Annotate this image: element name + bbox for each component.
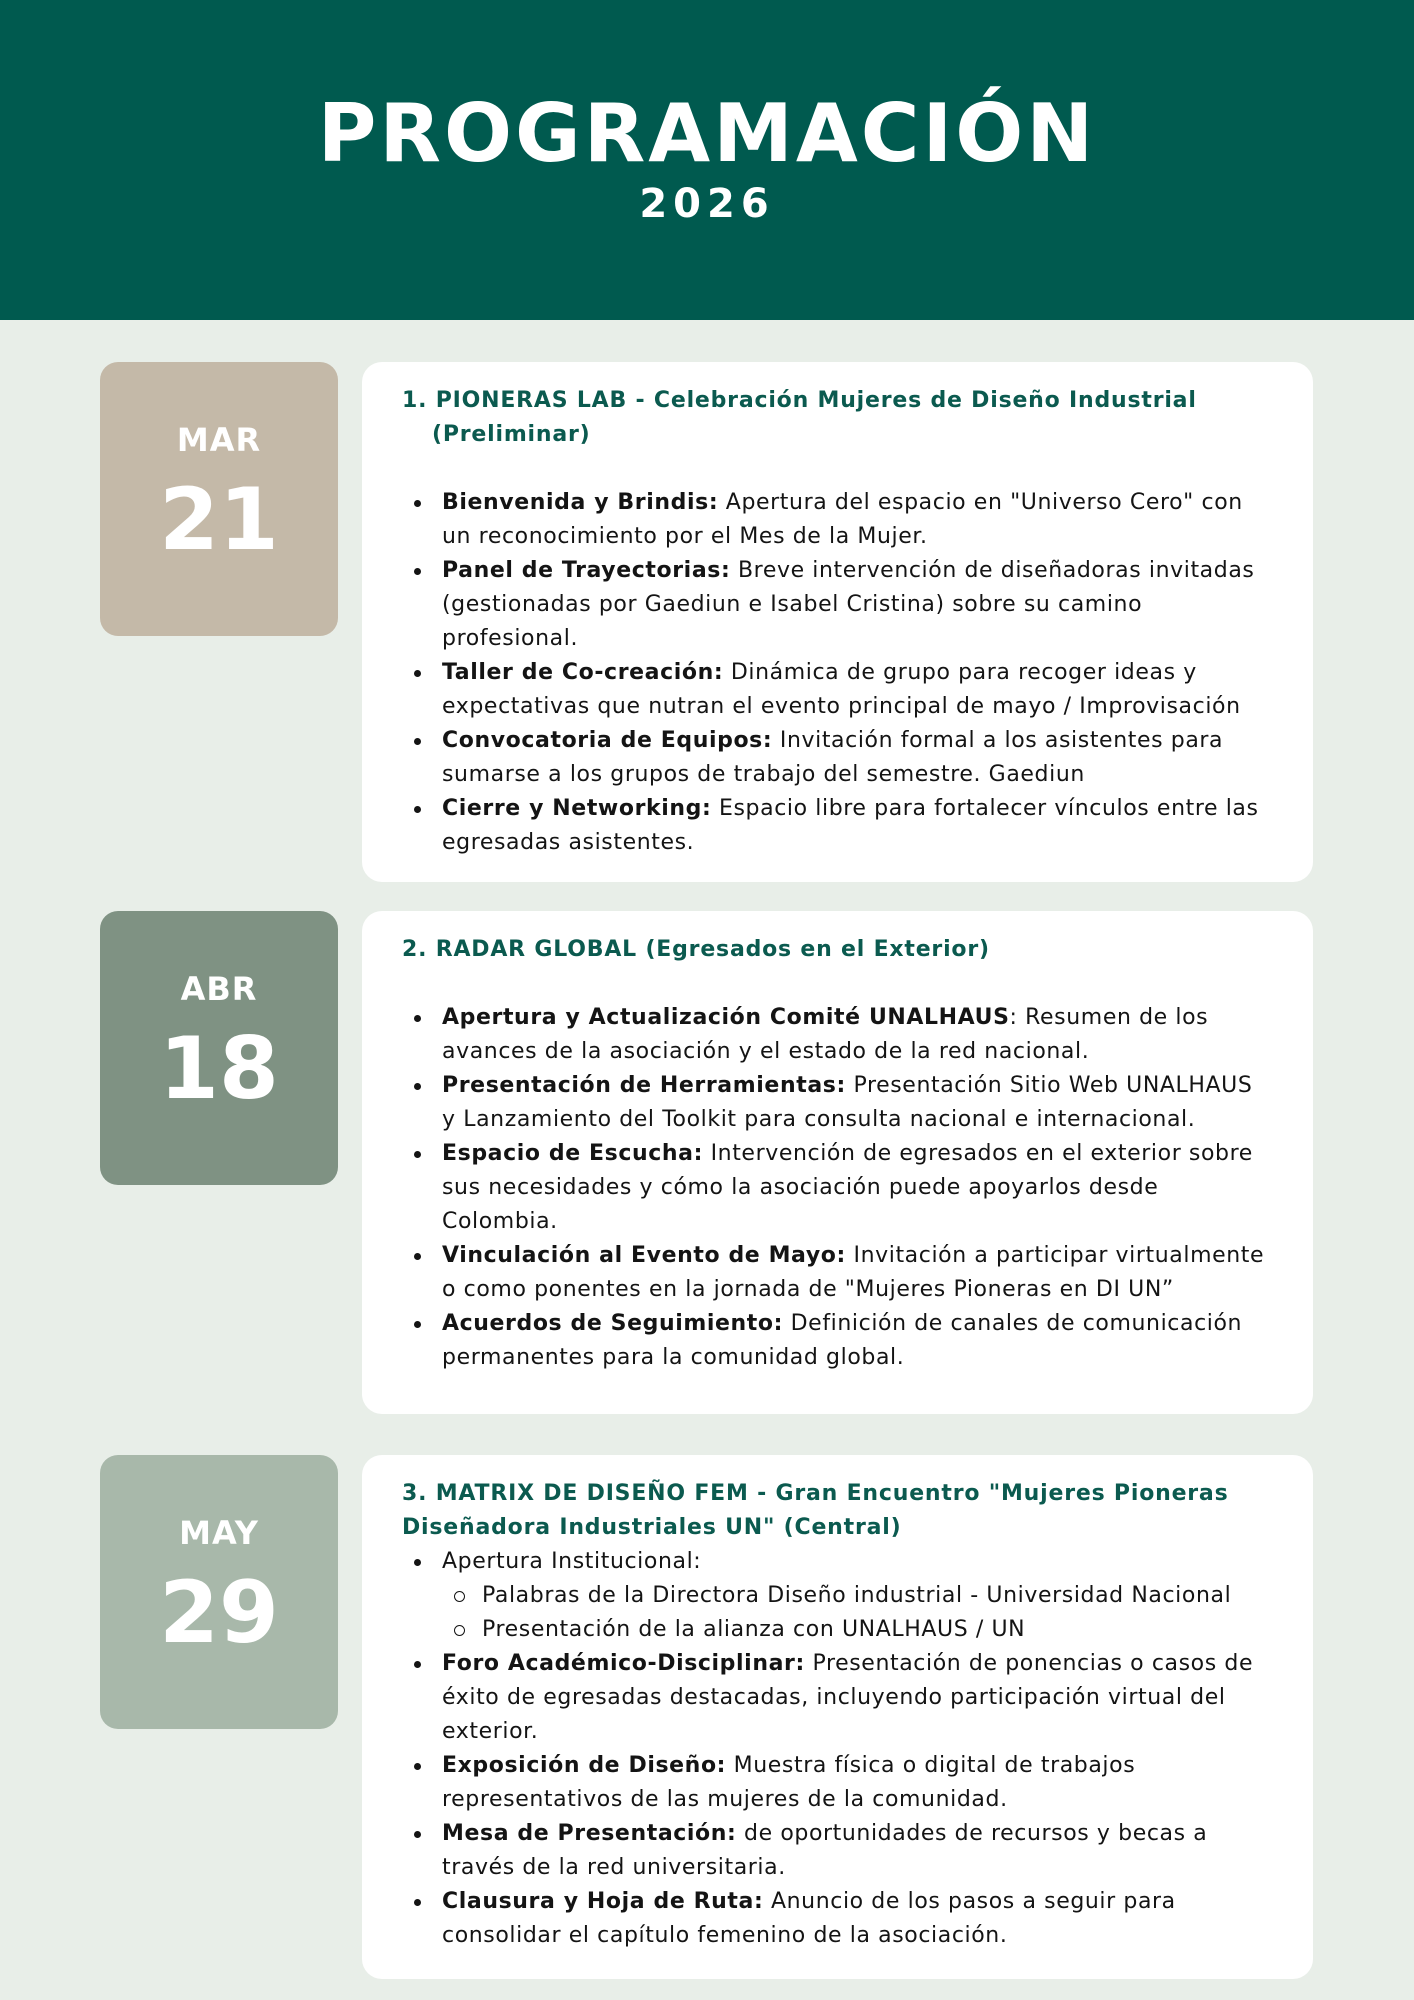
list-item: [402, 724, 1273, 792]
item-label: Foro Académico-Disciplinar:: [442, 1651, 805, 1676]
date-badge-may-29: [100, 1455, 338, 1729]
page-title: PROGRAMACIÓN: [317, 87, 1097, 180]
event-agenda-list: [402, 1545, 1273, 1953]
date-day: 21: [159, 470, 279, 570]
item-text: Anuncio de los pasos a seguir para consolidar el capítulo femenino de la asociación.: [442, 1889, 1176, 1948]
list-item: [402, 1885, 1273, 1953]
item-label: Vinculación al Evento de Mayo:: [442, 1243, 846, 1268]
list-item: [402, 486, 1273, 554]
item-text: Apertura Institucional:: [442, 1549, 702, 1574]
event-title: 3. MATRIX DE DISEÑO FEM - Gran Encuentro "Mujeres Pioneras Diseñadora Industriales UN" (Central): [402, 1481, 1229, 1540]
item-text: Breve intervención de diseñadoras invitadas (gestionadas por Gaediun e Isabel Cristina) sobre su camino profesional.: [442, 558, 1255, 651]
item-label: Mesa de Presentación:: [442, 1821, 737, 1846]
item-text: Apertura del espacio en "Universo Cero" con un reconocimiento por el Mes de la Mujer.: [442, 490, 1243, 549]
event-agenda-list: [402, 1001, 1273, 1375]
list-item: [402, 1239, 1273, 1307]
item-label: Bienvenida y Brindis:: [442, 490, 719, 515]
item-text: Espacio libre para fortalecer vínculos entre las egresadas asistentes.: [442, 796, 1259, 855]
event-title: 2. RADAR GLOBAL (Egresados en el Exterior): [402, 937, 990, 962]
event-card-1: [362, 362, 1313, 882]
item-label: Convocatoria de Equipos:: [442, 728, 773, 753]
list-item: [402, 1545, 1273, 1647]
date-month: ABR: [180, 970, 258, 1008]
item-text: : Resumen de los avances de la asociación y el estado de la red nacional.: [442, 1005, 1209, 1064]
item-label: Espacio de Escucha:: [442, 1141, 703, 1166]
item-label: Cierre y Networking:: [442, 796, 712, 821]
event-card-2: [362, 911, 1313, 1414]
date-badge-mar-21: [100, 362, 338, 636]
list-item: [402, 554, 1273, 656]
item-text: Muestra física o digital de trabajos representativos de las mujeres de la comunidad.: [442, 1753, 1136, 1812]
sub-list: [442, 1579, 1273, 1647]
page-header: [0, 0, 1414, 320]
item-label: Acuerdos de Seguimiento:: [442, 1311, 784, 1336]
page-year: 2026: [639, 181, 775, 227]
date-day: 18: [159, 1019, 279, 1119]
list-item: [402, 1307, 1273, 1375]
list-item: [402, 1749, 1273, 1817]
item-label: Apertura y Actualización Comité UNALHAUS: [442, 1005, 1010, 1030]
list-item: [402, 1137, 1273, 1239]
item-text: Definición de canales de comunicación permanentes para la comunidad global.: [442, 1311, 1243, 1370]
item-label: Presentación de Herramientas:: [442, 1073, 846, 1098]
item-label: Panel de Trayectorias:: [442, 558, 731, 583]
item-text: Presentación de ponencias o casos de éxito de egresadas destacadas, incluyendo participación virtual del exterior.: [442, 1651, 1254, 1744]
list-item: [402, 656, 1273, 724]
item-label: Clausura y Hoja de Ruta:: [442, 1889, 764, 1914]
list-item: [402, 1817, 1273, 1885]
list-item: [402, 1001, 1273, 1069]
list-item: [402, 792, 1273, 860]
list-item: [402, 1069, 1273, 1137]
date-day: 29: [159, 1563, 279, 1663]
item-label: Exposición de Diseño:: [442, 1753, 727, 1778]
event-card-3: [362, 1455, 1313, 1979]
item-text: Intervención de egresados en el exterior sobre sus necesidades y cómo la asociación puede apoyarlos desde Colombia.: [442, 1141, 1253, 1234]
sub-list-item: Palabras de la Directora Diseño industrial - Universidad Nacional: [442, 1579, 1273, 1613]
sub-list-item: Presentación de la alianza con UNALHAUS / UN: [442, 1613, 1273, 1647]
item-text: de oportunidades de recursos y becas a través de la red universitaria.: [442, 1821, 1208, 1880]
list-item: [402, 1647, 1273, 1749]
date-badge-abr-18: [100, 911, 338, 1185]
event-title: 1. PIONERAS LAB - Celebración Mujeres de Diseño Industrial (Preliminar): [402, 388, 1197, 447]
item-label: Taller de Co-creación:: [442, 660, 724, 685]
item-text: Invitación formal a los asistentes para sumarse a los grupos de trabajo del semestre. Gaediun: [442, 728, 1224, 787]
item-text: Presentación Sitio Web UNALHAUS y Lanzamiento del Toolkit para consulta nacional e internacional.: [442, 1073, 1253, 1132]
event-agenda-list: [402, 486, 1273, 860]
item-text: Dinámica de grupo para recoger ideas y expectativas que nutran el evento principal de mayo / Improvisación: [442, 660, 1241, 719]
date-month: MAR: [176, 421, 262, 459]
date-month: MAY: [179, 1514, 259, 1552]
item-text: Invitación a participar virtualmente o como ponentes en la jornada de "Mujeres Pioneras en DI UN”: [442, 1243, 1265, 1302]
